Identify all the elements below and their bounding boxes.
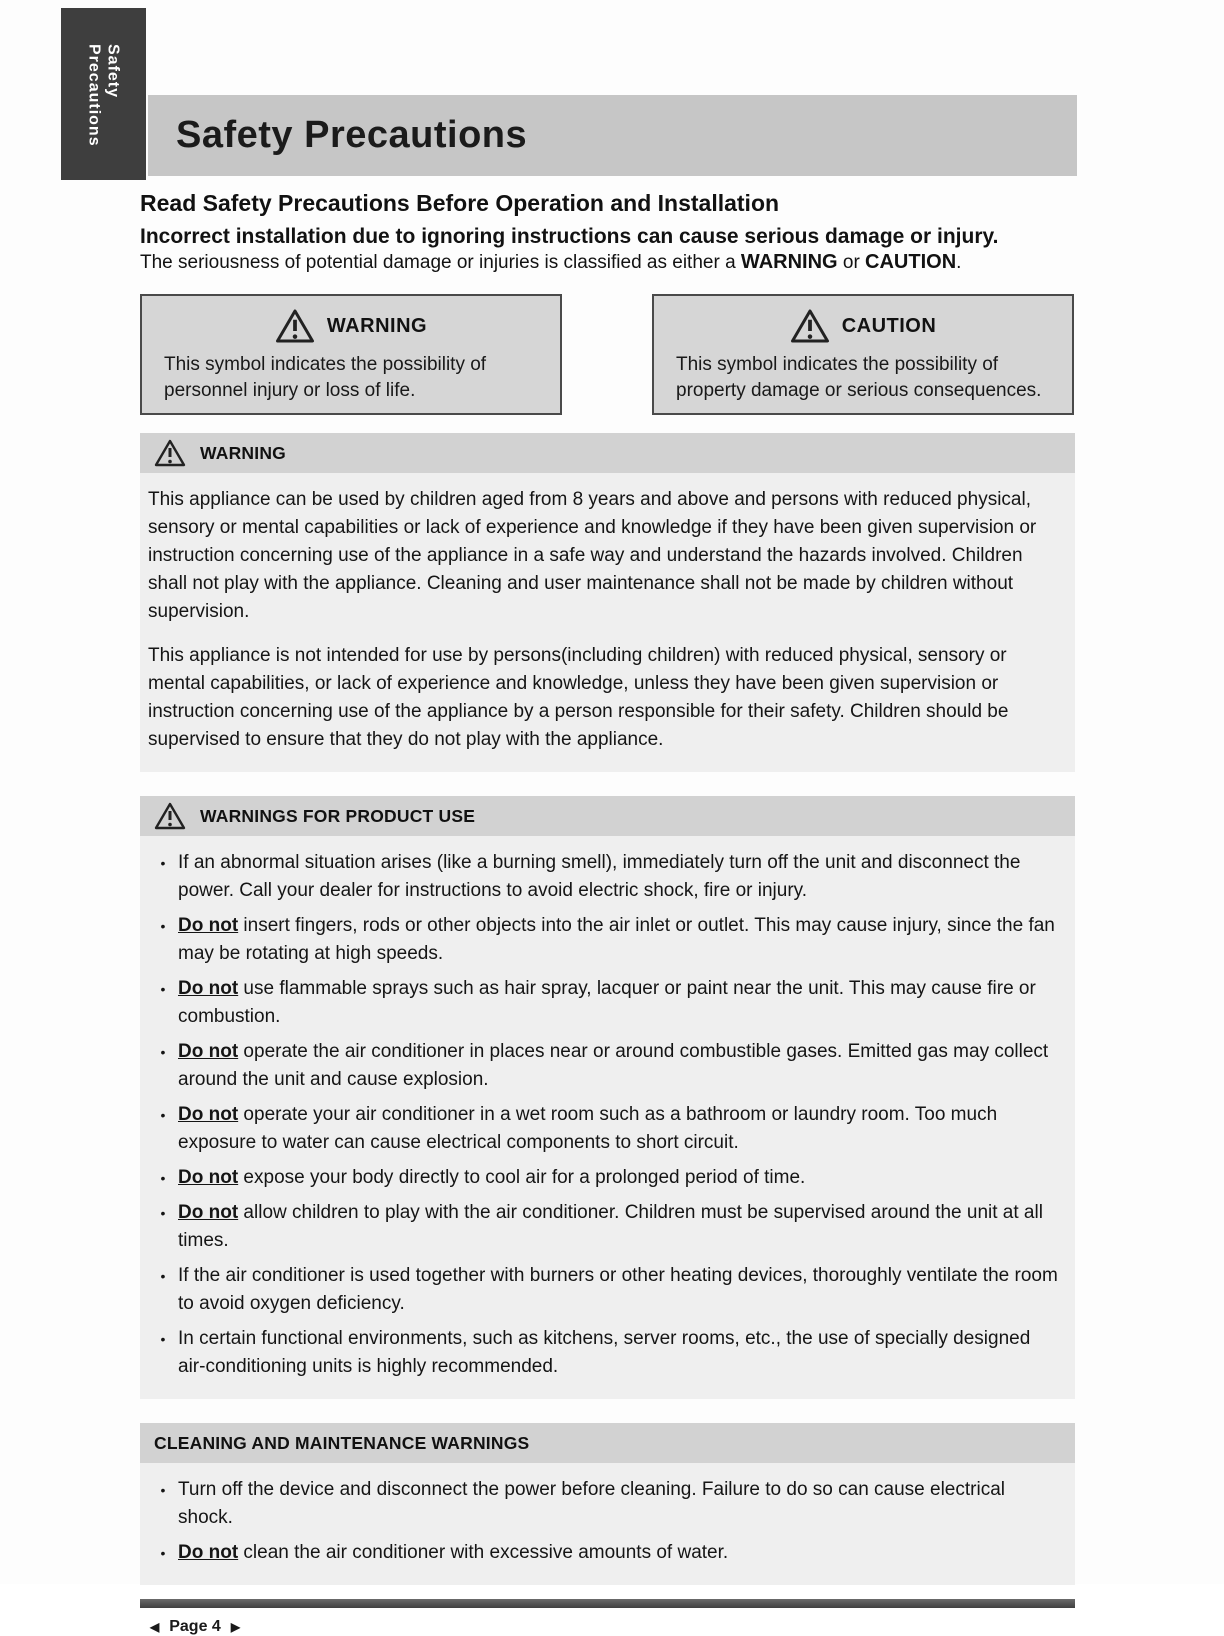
cleaning-section-body [140, 1463, 1075, 1585]
intro-classification-line [140, 251, 1075, 274]
section-title-product-use: WARNINGS FOR PRODUCT USE [200, 805, 476, 826]
list-item-text: clean the air conditioner with excessive amounts of water. [238, 1542, 729, 1563]
page-nav [150, 1618, 1075, 1636]
list-item-text: insert fingers, rods or other objects into the air inlet or outlet. This may cause injury, since the fan may be rotating at high speeds. [178, 915, 1055, 964]
product-use-section-body [140, 836, 1075, 1399]
classification-text-pre: The seriousness of potential damage or injuries is classified as either a [140, 252, 741, 273]
page-number-label: Page 4 [169, 1618, 221, 1635]
list-item [148, 975, 1059, 1031]
list-item [148, 1038, 1059, 1094]
bullet: • [160, 918, 166, 934]
warning-term: WARNING [740, 251, 838, 273]
list-item-text: If an abnormal situation arises (like a burning smell), immediately turn off the unit and disconnect the power. Call your dealer for instructions to avoid electric shock, fire or injury. [178, 852, 1021, 901]
list-item-text: operate the air conditioner in places near or around combustible gases. Emitted gas may collect around the unit and cause explosion. [178, 1041, 1049, 1090]
list-item-text: use flammable sprays such as hair spray, lacquer or paint near the unit. This may cause fire or combustion. [178, 978, 1036, 1027]
warning-triangle-icon [154, 439, 186, 467]
list-item-text: operate your air conditioner in a wet room such as a bathroom or laundry room. Too much exposure to water can cause electrical components to short circuit. [178, 1104, 998, 1153]
list-item [148, 1101, 1059, 1157]
list-item-text: In certain functional environments, such as kitchens, server rooms, etc., the use of specially designed air-conditioning units is highly recommended. [178, 1328, 1031, 1377]
list-item [148, 1164, 1059, 1192]
warning-paragraph: This appliance is not intended for use by persons(including children) with reduced physical, sensory or mental capabilities, or lack of experience and knowledge, unless they have been given supervision or instruction concerning use of the appliance by a person responsible for their safety. Children should be supervised to ensure that they do not play with the appliance. [148, 645, 1009, 750]
section-title-warning: WARNING [200, 442, 286, 463]
chapter-side-tab [61, 8, 146, 180]
list-item-text: allow children to play with the air conditioner. Children must be supervised around the unit at all times. [178, 1202, 1043, 1251]
bullet: • [160, 1107, 166, 1123]
do-not-emphasis: Do not [178, 1104, 239, 1125]
section-header-warning [140, 433, 1075, 473]
intro-warning-line: Incorrect installation due to ignoring instructions can cause serious damage or injury. [140, 225, 999, 248]
next-page-icon: ▶ [230, 1620, 241, 1634]
list-item [148, 1325, 1059, 1381]
page-header [148, 95, 1077, 176]
warning-triangle-icon [154, 802, 186, 830]
warning-symbol-title: WARNING [326, 314, 428, 337]
list-item [148, 1262, 1059, 1318]
warning-symbol-box [140, 294, 562, 415]
warning-triangle-icon [275, 308, 315, 344]
list-item [148, 849, 1059, 905]
side-tab-line-2: Precautions [85, 44, 103, 147]
section-header-product-use [140, 796, 1075, 836]
caution-symbol-title: CAUTION [841, 314, 937, 337]
bullet: • [160, 1268, 166, 1284]
bullet: • [160, 1482, 166, 1498]
do-not-emphasis: Do not [178, 1202, 239, 1223]
cleaning-list [148, 1476, 1059, 1567]
caution-term: CAUTION [865, 251, 957, 273]
warning-triangle-icon [790, 308, 830, 344]
classification-text-post: . [956, 252, 962, 273]
bullet: • [160, 981, 166, 997]
do-not-emphasis: Do not [178, 978, 239, 999]
list-item [148, 1476, 1059, 1532]
list-item-text: expose your body directly to cool air for a prolonged period of time. [238, 1167, 806, 1188]
prev-page-icon: ◀ [150, 1620, 160, 1634]
chapter-side-tab-label [85, 44, 123, 180]
caution-symbol-description: This symbol indicates the possibility of property damage or serious consequences. [676, 354, 1042, 401]
list-item-text: If the air conditioner is used together with burners or other heating devices, thoroughly ventilate the room to avoid oxygen deficiency. [178, 1265, 1058, 1314]
list-item [148, 1539, 1059, 1567]
bullet: • [160, 1545, 166, 1561]
product-use-list [148, 849, 1059, 1381]
warning-symbol-description: This symbol indicates the possibility of personnel injury or loss of life. [164, 354, 487, 401]
bullet: • [160, 1044, 166, 1060]
bullet: • [160, 1331, 166, 1347]
caution-symbol-box [652, 294, 1074, 415]
warning-symbol-title-row [158, 308, 544, 344]
warning-section-body [140, 473, 1075, 772]
list-item [148, 912, 1059, 968]
section-header-cleaning [140, 1423, 1075, 1463]
classification-text-mid: or [837, 252, 866, 273]
intro-heading: Read Safety Precautions Before Operation and Installation [140, 190, 780, 216]
bullet: • [160, 1170, 166, 1186]
do-not-emphasis: Do not [178, 1542, 239, 1563]
caution-symbol-title-row [670, 308, 1056, 344]
page-content [140, 190, 1075, 1636]
warning-paragraph: This appliance can be used by children aged from 8 years and above and persons with reduced physical, sensory or mental capabilities or lack of experience and knowledge if they have been given supervision or instruction concerning use of the appliance in a safe way and understand the hazards involved. Children shall not play with the appliance. Cleaning and user maintenance shall not be made by children without supervision. [148, 489, 1037, 622]
do-not-emphasis: Do not [178, 915, 239, 936]
list-item-text: Turn off the device and disconnect the power before cleaning. Failure to do so can cause electrical shock. [178, 1479, 1005, 1528]
bullet: • [160, 1205, 166, 1221]
section-title-cleaning: CLEANING AND MAINTENANCE WARNINGS [154, 1432, 530, 1453]
symbol-legend-row [140, 294, 1075, 415]
bullet: • [160, 855, 166, 871]
footer-rule [140, 1599, 1075, 1608]
side-tab-line-1: Safety [104, 44, 122, 99]
do-not-emphasis: Do not [178, 1041, 239, 1062]
list-item [148, 1199, 1059, 1255]
page-title: Safety Precautions [176, 114, 528, 156]
do-not-emphasis: Do not [178, 1167, 239, 1188]
